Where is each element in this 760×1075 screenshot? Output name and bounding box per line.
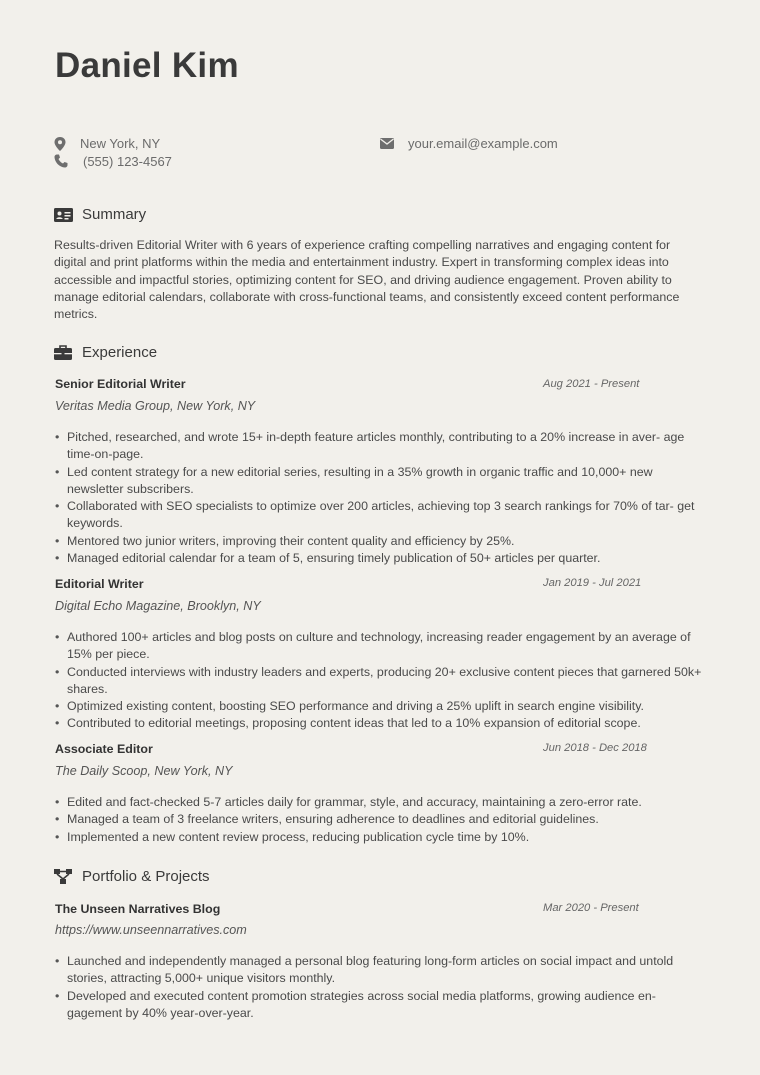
network-icon <box>54 869 74 885</box>
experience-heading <box>54 344 157 361</box>
phone-icon <box>54 154 68 168</box>
job-bullets <box>55 429 710 567</box>
email-link[interactable]: your.email@example.com <box>408 136 558 151</box>
map-pin-icon <box>54 137 68 151</box>
briefcase-icon <box>54 345 74 361</box>
project-title: The Unseen Narratives Blog <box>55 902 221 916</box>
portfolio-title: Portfolio & Projects <box>82 868 210 885</box>
list-item: • Developed and executed content promotion strategies across social media platforms, growing audience en- gagement by 40% year-over-year. <box>55 988 710 1023</box>
job-company: The Daily Scoop, New York, NY <box>55 764 233 778</box>
job-bullets <box>55 794 710 846</box>
location-text: New York, NY <box>80 136 161 151</box>
id-card-icon <box>54 207 74 223</box>
list-item: • Edited and fact-checked 5-7 articles daily for grammar, style, and accuracy, maintaining a zero-error rate. <box>55 794 710 811</box>
job-title: Senior Editorial Writer <box>55 377 186 391</box>
summary-text: Results-driven Editorial Writer with 6 years of experience crafting compelling narratives and engaging content for digital and print platforms within the media and entertainment industry. Expert in transforming complex ideas into accessible and impactful stories, optimizing content for SEO, and driving audience engagement. Proven ability to manage editorial calendars, collaborate with cross-functional teams, and consistently exceed content performance metrics. <box>54 238 680 322</box>
list-item: • Launched and independently managed a personal blog featuring long-form articles on social impact and untold stories, attracting 5,000+ unique visitors monthly. <box>55 953 710 988</box>
project-date: Mar 2020 - Present <box>543 902 639 914</box>
portfolio-heading <box>54 868 210 885</box>
summary-title: Summary <box>82 206 147 223</box>
job-date: Jan 2019 - Jul 2021 <box>543 577 642 589</box>
job-date: Aug 2021 - Present <box>543 378 640 390</box>
list-item: • Conducted interviews with industry leaders and experts, producing 20+ exclusive content pieces that garnered 50k+ shares. <box>55 664 710 699</box>
list-item: • Led content strategy for a new editorial series, resulting in a 35% growth in organic traffic and 10,000+ new newsletter subscribers. <box>55 464 710 499</box>
job-date: Jun 2018 - Dec 2018 <box>543 742 647 754</box>
candidate-name: Daniel Kim <box>55 46 239 85</box>
phone-text: (555) 123-4567 <box>83 154 172 169</box>
list-item: • Authored 100+ articles and blog posts on culture and technology, increasing reader engagement by an average of 15% per piece. <box>55 629 710 664</box>
list-item: • Optimized existing content, boosting SEO performance and driving a 25% uplift in search engine visibility. <box>55 698 710 715</box>
project-bullets <box>55 953 710 1022</box>
summary-heading <box>54 206 146 223</box>
job-title: Editorial Writer <box>55 577 144 591</box>
list-item: • Collaborated with SEO specialists to optimize over 200 articles, achieving top 3 search rankings for 70% of tar- get keywords. <box>55 498 710 533</box>
job-company: Veritas Media Group, New York, NY <box>55 399 256 413</box>
job-company: Digital Echo Magazine, Brooklyn, NY <box>55 599 261 613</box>
project-url-link[interactable]: https://www.unseennarratives.com <box>55 923 247 937</box>
experience-title: Experience <box>82 344 158 361</box>
list-item: • Contributed to editorial meetings, proposing content ideas that led to a 10% expansion of editorial scope. <box>55 715 710 732</box>
envelope-icon <box>380 138 394 152</box>
list-item: • Pitched, researched, and wrote 15+ in-depth feature articles monthly, contributing to a 20% increase in aver- age time-on-page. <box>55 429 710 464</box>
list-item: • Mentored two junior writers, improving their content quality and efficiency by 25%. <box>55 533 710 550</box>
job-bullets <box>55 629 710 733</box>
job-title: Associate Editor <box>55 742 153 756</box>
list-item: • Managed editorial calendar for a team of 5, ensuring timely publication of 50+ articles per quarter. <box>55 550 710 567</box>
list-item: • Implemented a new content review process, reducing publication cycle time by 10%. <box>55 829 710 846</box>
list-item: • Managed a team of 3 freelance writers, ensuring adherence to deadlines and editorial guidelines. <box>55 811 710 828</box>
